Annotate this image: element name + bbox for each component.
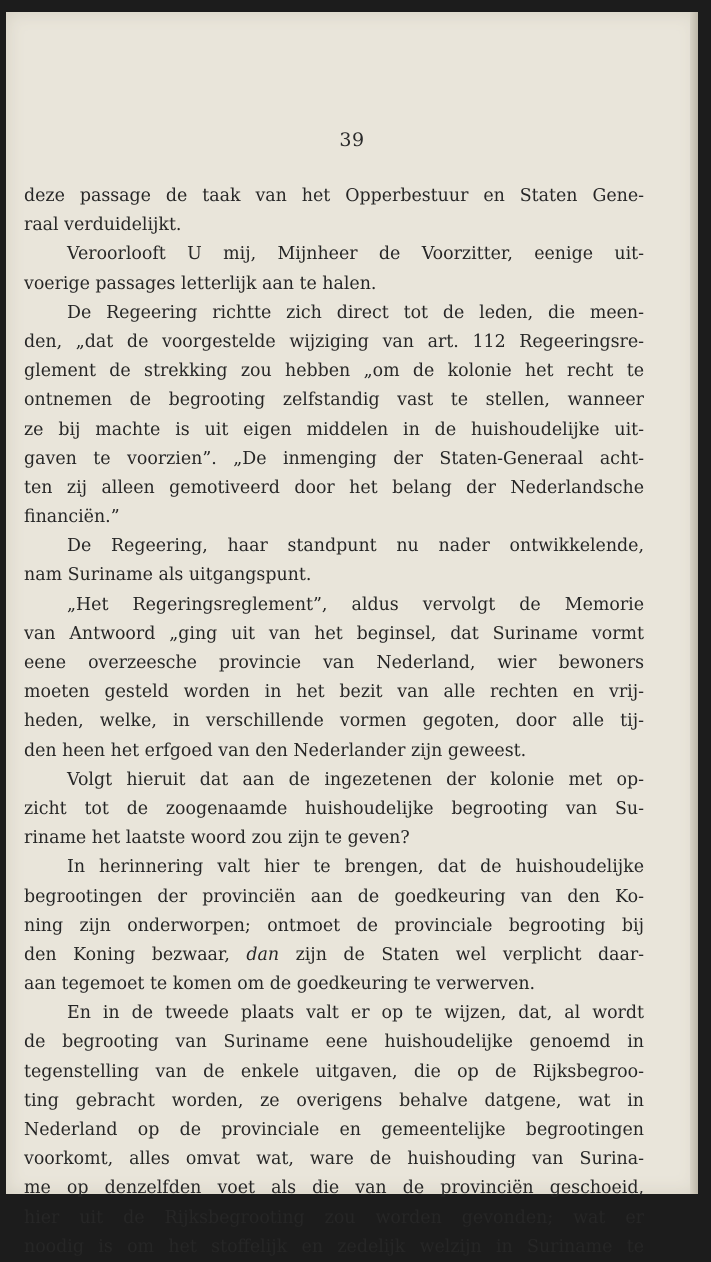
text-line: de begrooting van Suriname eene huishoudelijke genoemd in [24,1032,644,1053]
text-line: heden, welke, in verschillende vormen gegoten, door alle tij- [24,711,644,732]
text-segment: den Koning bezwaar, [24,944,247,965]
text-line: „Het Regeringsreglement”, aldus vervolgt de Memorie [67,594,644,615]
text-line: moeten gesteld worden in het bezit van alle rechten en vrij- [24,682,644,703]
text-line: De Regeering richtte zich direct tot de leden, die meen- [67,302,644,323]
text-line: aan tegemoet te komen om de goedkeuring te verwerven. [24,974,536,995]
text-line: gaven te voorzien”. „De inmenging der Staten-Generaal acht- [24,448,644,469]
page-edge [690,12,698,1194]
emphasized-word: dan [246,944,280,965]
text-line: tegenstelling van de enkele uitgaven, die op de Rijksbegroo- [24,1061,644,1082]
text-line: ning zijn onderworpen; ontmoet de provinciale begrooting bij [24,915,644,936]
text-line: ting gebracht worden, ze overigens behalve datgene, wat in [24,1090,644,1111]
text-line: ontnemen de begrooting zelfstandig vast te stellen, wanneer [24,390,644,411]
text-line: Veroorlooft U mij, Mijnheer de Voorzitter, eenige uit- [67,244,644,265]
text-segment: zijn de Staten wel verplicht daar- [279,944,645,965]
text-line: voorkomt, alles omvat wat, ware de huishouding van Surina- [24,1149,644,1170]
page-number: 39 [339,129,365,151]
text-line: financiën.” [24,507,120,528]
text-line: nam Suriname als uitgangspunt. [24,565,312,586]
text-line: glement de strekking zou hebben „om de kolonie het recht te [24,361,644,382]
text-line: ze bij machte is uit eigen middelen in de huishoudelijke uit- [24,419,644,440]
text-line: den heen het erfgoed van den Nederlander zijn geweest. [24,740,527,761]
text-line: eene overzeesche provincie van Nederland, wier bewoners [24,653,644,673]
text-line: raal verduidelijkt. [24,215,182,236]
text-line: den, „dat de voorgestelde wijziging van art. 112 Regeeringsre- [24,331,644,352]
text-line: voerige passages letterlijk aan te halen. [24,273,377,294]
text-line: riname het laatste woord zou zijn te geven? [24,828,410,849]
text-line: Volgt hieruit dat aan de ingezetenen der kolonie met op- [67,769,644,790]
book-page [6,12,698,1257]
text-line: In herinnering valt hier te brengen, dat de huishoudelijke [67,857,644,878]
text-line: De Regeering, haar standpunt nu nader ontwikkelende, [67,536,644,557]
text-line: deze passage de taak van het Opperbestuur en Staten Gene- [24,186,644,206]
text-line: me op denzelfden voet als die van de provinciën geschoeid, [24,1178,644,1199]
text-line [24,941,644,970]
text-line: noodig is om het stoffelijk en zedelijk welzijn in Suriname te [24,1236,644,1257]
text-line: Nederland op de provinciale en gemeentelijke begrootingen [24,1120,644,1140]
body-text [24,182,644,1262]
text-line: En in de tweede plaats valt er op te wijzen, dat, al wordt [67,1003,644,1024]
text-line: hier uit de Rijksbegrooting zou worden gevonden; wat er [24,1207,644,1228]
text-line: begrootingen der provinciën aan de goedkeuring van den Ko- [24,886,644,907]
text-line: zicht tot de zoogenaamde huishoudelijke begrooting van Su- [24,798,644,819]
text-line: ten zij alleen gemotiveerd door het belang der Nederlandsche [24,477,644,498]
text-line: van Antwoord „ging uit van het beginsel, dat Suriname vormt [24,623,644,644]
